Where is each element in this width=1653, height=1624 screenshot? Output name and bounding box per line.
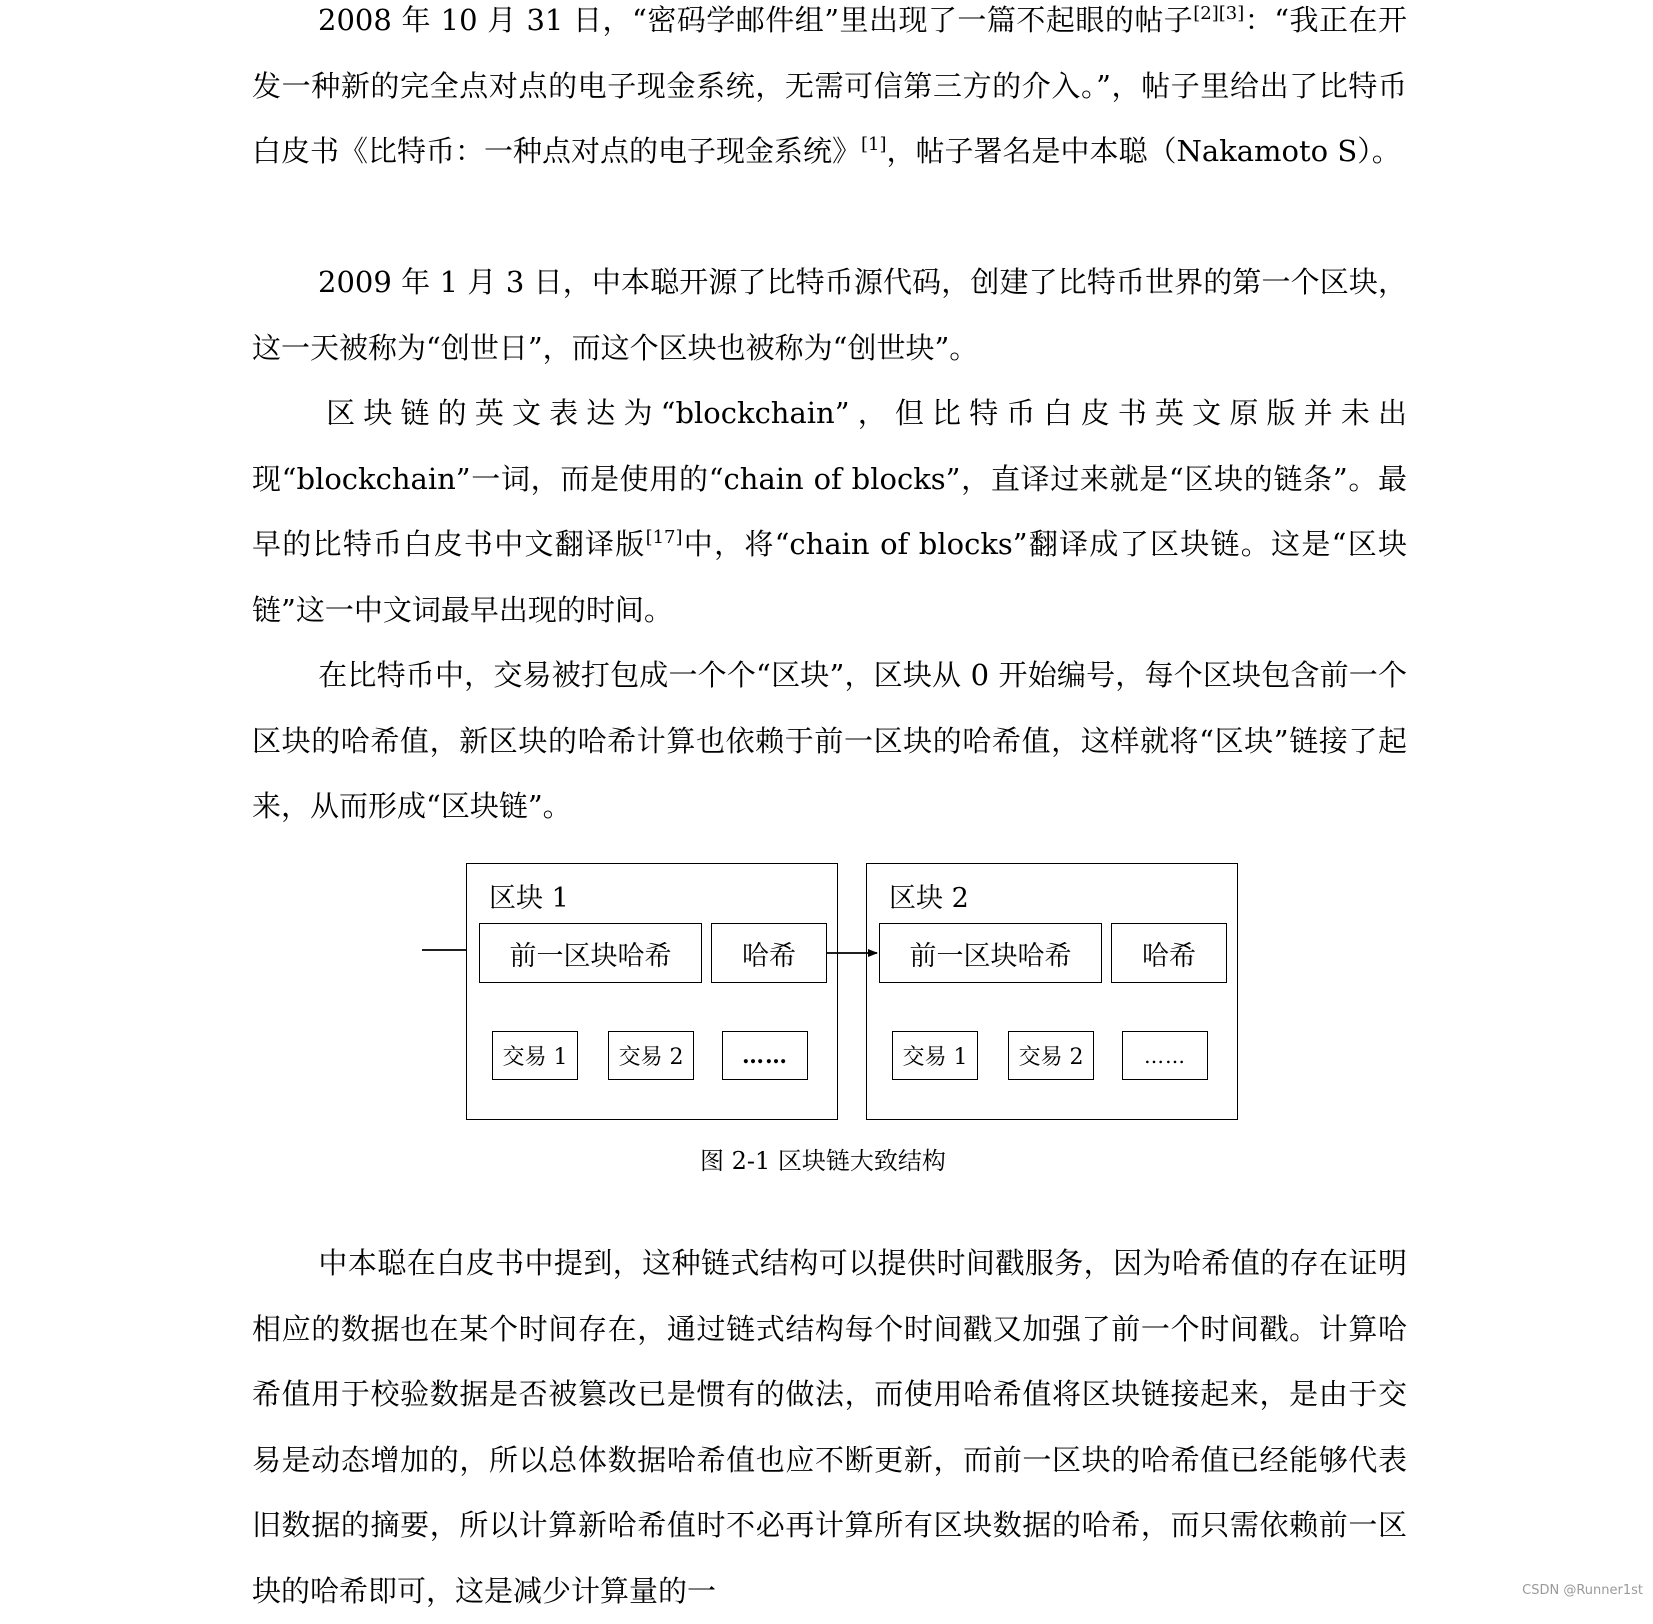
block-1-transaction-2: 交易 2	[608, 1031, 694, 1080]
block-1-more-transactions: ……	[722, 1031, 808, 1080]
paragraph-1-text-b: ：“我正在开发一种新的完全点对点的电子现金系统，无需可信第三方的介入。”，帖子里给出了比特币白皮书《比特币：一种点对点的电子现金系统》	[252, 3, 1407, 168]
citation-17: [17]	[645, 527, 683, 548]
block-1-title: 区块 1	[489, 883, 569, 914]
citation-1: [1]	[861, 134, 887, 155]
paragraph-1-text-a: 2008 年 10 月 31 日，“密码学邮件组”里出现了一篇不起眼的帖子	[318, 3, 1194, 37]
block-2-more-transactions: ……	[1122, 1031, 1208, 1080]
paragraph-5	[252, 1231, 1407, 1624]
block-2-hash: 哈希	[1111, 923, 1227, 983]
block-2-prev-hash: 前一区块哈希	[879, 923, 1102, 983]
paragraph-3-text-b: 中，将“chain of blocks”翻译成了区块链。这是“区块链”这一中文词最早出现的时间。	[252, 527, 1407, 627]
paragraph-2-text: 2009 年 1 月 3 日，中本聪开源了比特币源代码，创建了比特币世界的第一个区块，这一天被称为“创世日”，而这个区块也被称为“创世块”。	[252, 265, 1407, 365]
watermark: CSDN @Runner1st	[1522, 1583, 1643, 1598]
block-2-transaction-1: 交易 1	[892, 1031, 978, 1080]
paragraph-1-text-c: ，帖子署名是中本聪（Nakamoto S）。	[886, 134, 1401, 168]
block-1-hash: 哈希	[711, 923, 827, 983]
figure-caption: 图 2-1 区块链大致结构	[700, 1147, 946, 1175]
block-1-prev-hash: 前一区块哈希	[479, 923, 702, 983]
block-2-title: 区块 2	[889, 883, 969, 914]
citation-2-3: [2][3]	[1193, 3, 1245, 24]
block-2-transaction-2: 交易 2	[1008, 1031, 1094, 1080]
block-1-transaction-1: 交易 1	[492, 1031, 578, 1080]
paragraph-4-text: 在比特币中，交易被打包成一个个“区块”，区块从 0 开始编号，每个区块包含前一个区块的哈希值，新区块的哈希计算也依赖于前一区块的哈希值，这样就将“区块”链接了起来，从而形成“区块链”。	[252, 658, 1407, 823]
paragraph-5-text: 中本聪在白皮书中提到，这种链式结构可以提供时间戳服务，因为哈希值的存在证明相应的数据也在某个时间存在，通过链式结构每个时间戳又加强了前一个时间戳。计算哈希值用于校验数据是否被篡改已是惯有的做法，而使用哈希值将区块链接起来，是由于交易是动态增加的，所以总体数据哈希值也应不断更新，而前一区块的哈希值已经能够代表旧数据的摘要，所以计算新哈希值时不必再计算所有区块数据的哈希，而只需依赖前一区块的哈希即可，这是减少计算量的一	[252, 1246, 1407, 1608]
paragraph-3-text-a: 区块链的英文表达为“blockchain”，但比特币白皮书英文原版并未出现“blockchain”一词，而是使用的“chain of blocks”，直译过来就是“区块的链条”。最早的比特币白皮书中文翻译版	[252, 396, 1407, 561]
